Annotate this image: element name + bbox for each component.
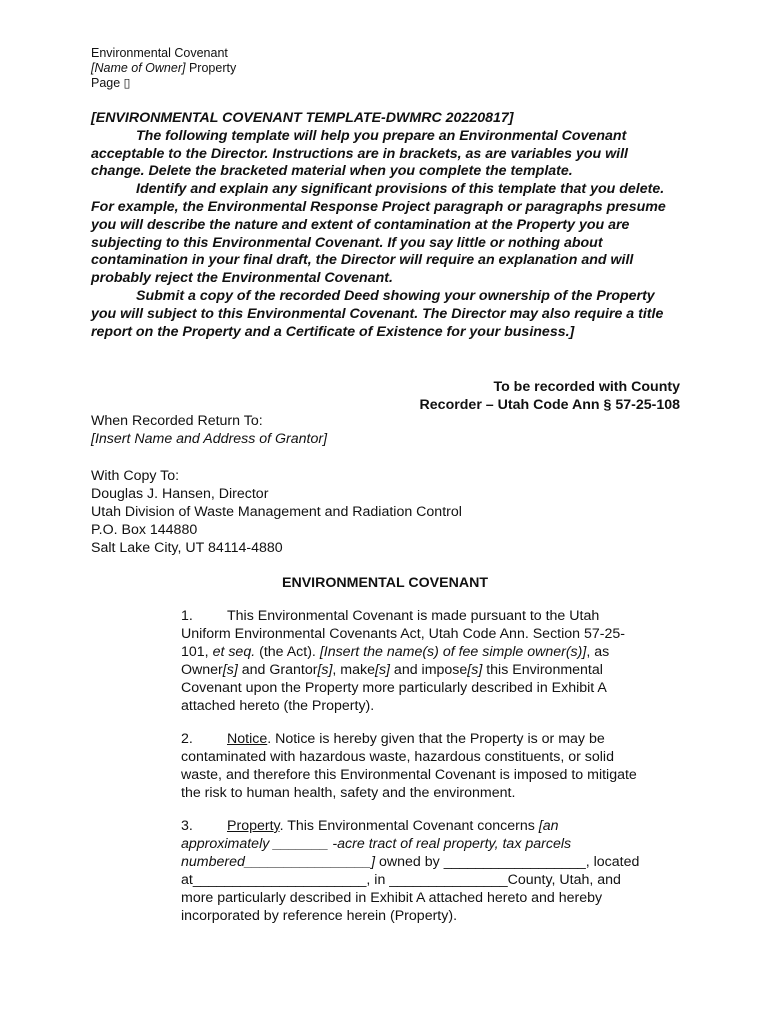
instructions-paragraph-2: Identify and explain any significant provisions of this template that you delete. For example, the Environmental Response Project paragraph or paragraphs presume you will describe the nature and extent of contamination at the Property you are subjecting to this Environmental Covenant. If you say little or nothing about contamination in your final draft, the Director will require an explanation and will probably reject the Environmental Covenant. <box>91 181 666 287</box>
recording-notice-line-1: To be recorded with County <box>493 379 680 395</box>
section-3-heading: Property <box>227 818 280 834</box>
copy-to-city: Salt Lake City, UT 84114-4880 <box>91 540 283 556</box>
instructions-paragraph-1: The following template will help you prepare an Environmental Covenant acceptable to the Director. Instructions are in brackets, as are variables you will change. Delete the bracketed material when you complete the template. <box>91 127 628 180</box>
header-title: Environmental Covenant <box>91 46 228 60</box>
recording-notice-line-2: Recorder – Utah Code Ann § 57-25-108 <box>419 397 680 413</box>
section-2-number: 2. <box>181 731 193 747</box>
section-2-notice: 2. Notice. Notice is hereby given that the Property is or may be contaminated with hazardous waste, hazardous constituents, or solid waste, and therefore this Environmental Covenant is imposed to mitigate the risk to human health, safety and the environment. <box>181 731 637 801</box>
header-property-text: Property <box>185 61 237 75</box>
copy-to-organization: Utah Division of Waste Management and Radiation Control <box>91 504 462 520</box>
section-1: 1. This Environmental Covenant is made pursuant to the Utah Uniform Environmental Covenants Act, Utah Code Ann. Section 57-25- 101, et seq. (the Act). [Insert the name(s) of fee simple owner(s)], as Owner[s] and Grantor[s], make[s] and impose[s] this Environmental Covenant upon the Property more particularly described in Exhibit A attached hereto (the Property). <box>181 608 625 714</box>
header-page-number: Page ▯ <box>91 76 131 90</box>
return-to-value: [Insert Name and Address of Grantor] <box>91 431 328 447</box>
copy-to-po-box: P.O. Box 144880 <box>91 522 198 538</box>
covenant-title: ENVIRONMENTAL COVENANT <box>282 575 488 591</box>
return-to-block <box>91 412 327 448</box>
copy-to-name: Douglas J. Hansen, Director <box>91 486 269 502</box>
header-property <box>91 61 236 76</box>
recording-notice <box>420 378 680 414</box>
instructions-title: [ENVIRONMENTAL COVENANT TEMPLATE-DWMRC 20220817] <box>91 110 514 126</box>
section-2-heading: Notice <box>227 731 268 747</box>
template-instructions <box>91 110 681 341</box>
section-1-number: 1. <box>181 608 193 624</box>
instructions-paragraph-3: Submit a copy of the recorded Deed showing your ownership of the Property you will subject to this Environmental Covenant. The Director may also require a title report on the Property and a Certificate of Existence for your business.] <box>91 287 664 340</box>
section-3-property: 3. Property. This Environmental Covenant concerns [an approximately _______ -acre tract of real property, tax parcels numbered________________] owned by __________________, located at______________________, in _______________County, Utah, and more particularly described in Exhibit A attached hereto and hereby incorporated by reference herein (Property). <box>181 818 640 924</box>
return-to-label: When Recorded Return To: <box>91 413 263 429</box>
copy-to-block <box>91 467 462 557</box>
copy-to-label: With Copy To: <box>91 468 180 484</box>
header-owner-placeholder: [Name of Owner] <box>91 61 186 75</box>
page-header <box>91 46 236 91</box>
section-3-number: 3. <box>181 818 193 834</box>
